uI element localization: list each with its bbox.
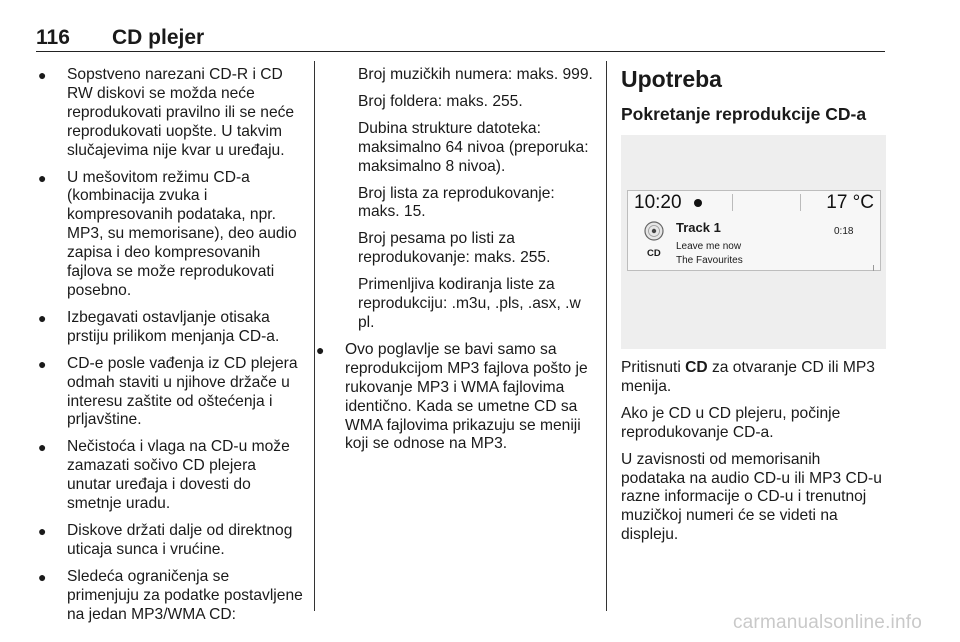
limit-folder-depth: Dubina strukture datoteka: maksimalno 64 nivoa (preporuka: maksimalno 8 nivoa). — [358, 119, 589, 175]
bullet-icon: ● — [38, 522, 47, 539]
display-temperature: 17 °C — [826, 192, 874, 213]
bullet-icon: ● — [38, 568, 47, 585]
column-3 — [621, 66, 887, 553]
limit-songs-per-playlist: Broj pesama po listi za reprodukovanje: maks. 255. — [358, 230, 551, 267]
bullet-list — [38, 66, 304, 624]
watermark: carmanualsonline.info — [732, 612, 922, 633]
list-item: ● Sopstveno narezani CD-R i CD RW diskovi se možda neće reprodukovati pravilno ili se neće reprodukovati uopšte. U takvim slučajevima nije kvar u uređaju. — [38, 66, 295, 159]
disc-indicator-icon — [694, 199, 702, 207]
page-number: 116 — [36, 26, 70, 49]
elapsed-time: 0:18 — [834, 226, 854, 237]
subsection-heading: Pokretanje reprodukcije CD-a — [621, 104, 867, 124]
column-divider-2 — [606, 61, 607, 611]
column-2 — [316, 66, 597, 462]
list-item: ● CD-e posle vađenja iz CD plejera odmah staviti u njihove držače u interesu zaštite od oštećenja i prljavštine. — [38, 354, 298, 429]
section-heading: Upotreba — [621, 66, 722, 92]
display-illustration — [621, 135, 886, 349]
page-header — [0, 0, 960, 50]
limit-playlists: Broj lista za reprodukovanje: maks. 15. — [358, 184, 555, 221]
bullet-icon: ● — [38, 169, 47, 186]
chapter-title: CD plejer — [112, 26, 205, 49]
bullet-icon: ● — [38, 355, 47, 372]
limit-playlist-formats: Primenljiva kodiranja liste za reprodukciju: .m3u, .pls, .asx, .w pl. — [358, 276, 581, 331]
bullet-icon: ● — [38, 67, 47, 83]
list-item: ● Diskove držati dalje od direktnog uticaja sunca i vrućine. — [38, 521, 293, 558]
display-tick — [873, 265, 874, 271]
limit-max-folders: Broj foldera: maks. 255. — [358, 92, 523, 110]
display-separator — [800, 194, 801, 211]
display-clock: 10:20 — [634, 192, 682, 213]
track-title: Track 1 — [676, 220, 721, 235]
header-divider — [36, 51, 885, 52]
column-1 — [38, 66, 304, 632]
limit-max-tracks: Broj muzičkih numera: maks. 999. — [358, 66, 593, 83]
list-item: ● U mešovitom režimu CD-a (kombinacija zvuka i kompresovanih podataka, npr. MP3, su memorisane), deo audio zapisa i deo kompresovanih fajlova se može reprodukovati posebno. — [38, 168, 297, 299]
bullet-icon: ● — [38, 309, 47, 326]
bullet-icon: ● — [316, 341, 325, 358]
source-label: CD — [647, 248, 661, 259]
instruction-paragraph: Pritisnuti CD za otvaranje CD ili MP3 menija. — [621, 359, 875, 395]
list-item: ● Sledeća ograničenja se primenjuju za podatke postavljene na jedan MP3/WMA CD: — [38, 567, 303, 623]
bullet-list — [316, 341, 597, 454]
artist-name: The Favourites — [676, 255, 743, 266]
cd-disc-icon — [644, 221, 664, 241]
radio-display — [627, 190, 881, 271]
list-item: ● Ovo poglavlje se bavi samo sa reprodukcijom MP3 fajlova pošto je rukovanje MP3 i WMA fajlovima identično. Kada se umetne CD sa WMA fajlovima prikazuju se meniji koji se odnose na MP3. — [316, 340, 588, 453]
song-name: Leave me now — [676, 241, 742, 252]
cd-key-label: CD — [685, 359, 708, 376]
column-divider-1 — [314, 61, 315, 611]
list-item: ● Izbegavati ostavljanje otisaka prstiju prilikom menjanja CD-a. — [38, 308, 280, 345]
bullet-icon: ● — [38, 439, 47, 456]
list-item: ● Nečistoća i vlaga na CD-u može zamazati sočivo CD plejera unutar uređaja i dovesti do smetnje uradu. — [38, 438, 290, 513]
autoplay-paragraph: Ako je CD u CD plejeru, počinje reprodukovanje CD-a. — [621, 404, 841, 441]
display-separator — [732, 194, 733, 211]
info-paragraph: U zavisnosti od memorisanih podataka na audio CD-u ili MP3 CD-u razne informacije o CD-u i trenutnoj muzičkoj numeri će se videti na displeju. — [621, 450, 882, 544]
